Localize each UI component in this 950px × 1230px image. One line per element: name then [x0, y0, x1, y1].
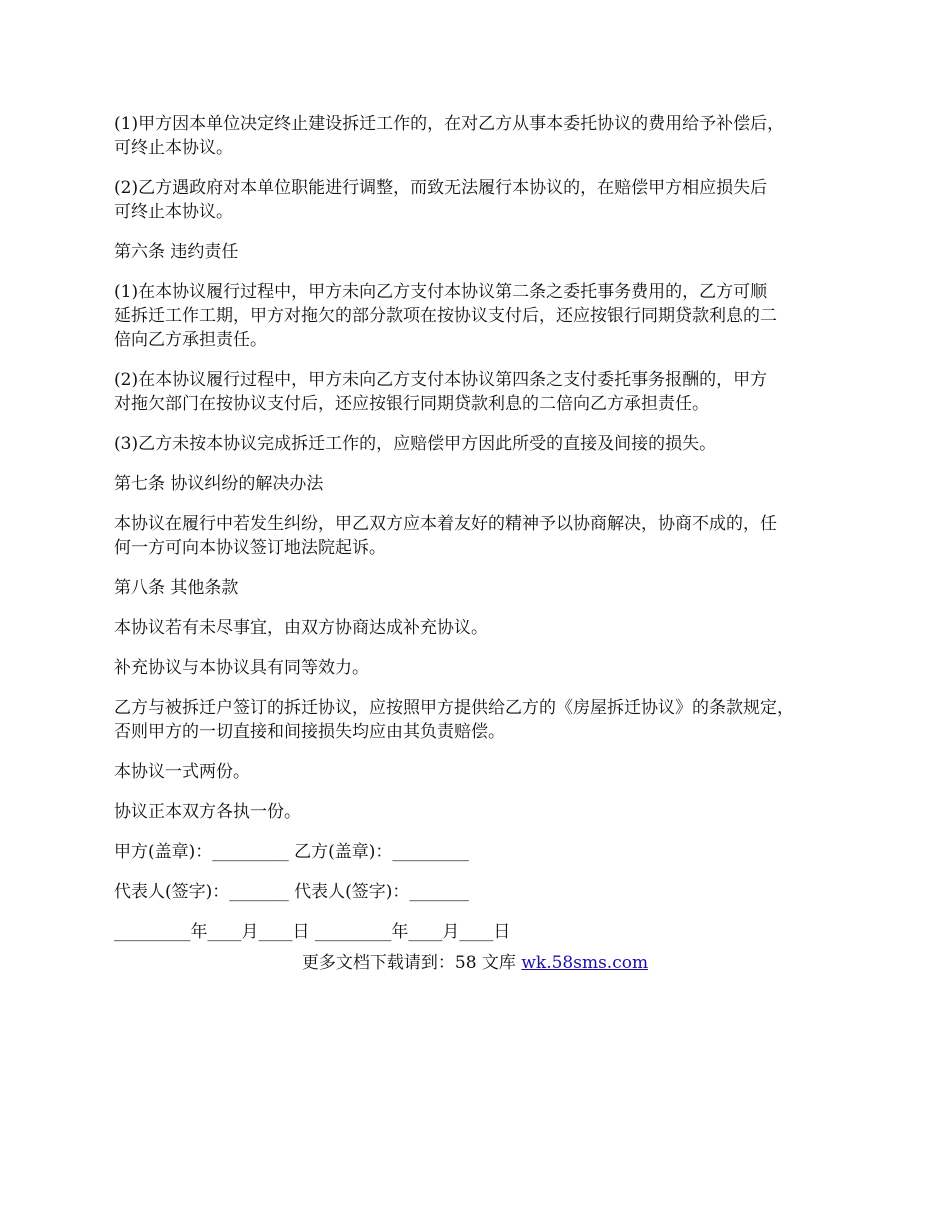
- footer-link[interactable]: wk.58sms.com: [521, 953, 649, 973]
- clause-breach-2: (2)在本协议履行过程中，甲方未向乙方支付本协议第四条之支付委托事务报酬的，甲方 对拖欠部门在按协议支付后，还应按银行同期贷款利息的二倍向乙方承担责任。: [114, 370, 768, 414]
- signature-representative-line: 代表人(签字)：_______ 代表人(签字)：_______: [114, 882, 469, 902]
- heading-article-7: 第七条 协议纠纷的解决办法: [114, 474, 324, 494]
- clause-other-2: 补充协议与本协议具有同等效力。: [114, 658, 369, 678]
- clause-other-1: 本协议若有未尽事宜，由双方协商达成补充协议。: [114, 618, 488, 638]
- clause-other-3: 乙方与被拆迁户签订的拆迁协议，应按照甲方提供给乙方的《房屋拆迁协议》的条款规定， 否则甲方的一切直接和间接损失均应由其负责赔偿。: [114, 698, 794, 742]
- document-body: [114, 112, 854, 960]
- footer: [0, 951, 950, 975]
- clause-copies: 本协议一式两份。: [114, 762, 250, 782]
- clause-breach-1: (1)在本协议履行过程中，甲方未向乙方支付本协议第二条之委托事务费用的，乙方可顺 延拆迁工作工期，甲方对拖欠的部分款项在按协议支付后，还应按银行同期贷款利息的二 倍向乙方承担责任。: [114, 282, 777, 350]
- clause-copies-held: 协议正本双方各执一份。: [114, 802, 301, 822]
- clause-breach-3: (3)乙方未按本协议完成拆迁工作的，应赔偿甲方因此所受的直接及间接的损失。: [114, 434, 717, 454]
- clause-dispute: 本协议在履行中若发生纠纷，甲乙双方应本着友好的精神予以协商解决，协商不成的，任 何一方可向本协议签订地法院起诉。: [114, 514, 777, 558]
- clause-termination-2: (2)乙方遇政府对本单位职能进行调整，而致无法履行本协议的，在赔偿甲方相应损失后 可终止本协议。: [114, 178, 768, 222]
- clause-termination-1: (1)甲方因本单位决定终止建设拆迁工作的，在对乙方从事本委托协议的费用给予补偿后， 可终止本协议。: [114, 114, 785, 158]
- signature-seal-line: 甲方(盖章)：_________ 乙方(盖章)：_________: [114, 842, 469, 862]
- footer-text: 更多文档下载请到：58 文库: [301, 953, 522, 973]
- heading-article-8: 第八条 其他条款: [114, 578, 239, 598]
- signature-date-line: _________年____月____日 _________年____月____日: [114, 922, 511, 942]
- heading-article-6: 第六条 违约责任: [114, 242, 239, 262]
